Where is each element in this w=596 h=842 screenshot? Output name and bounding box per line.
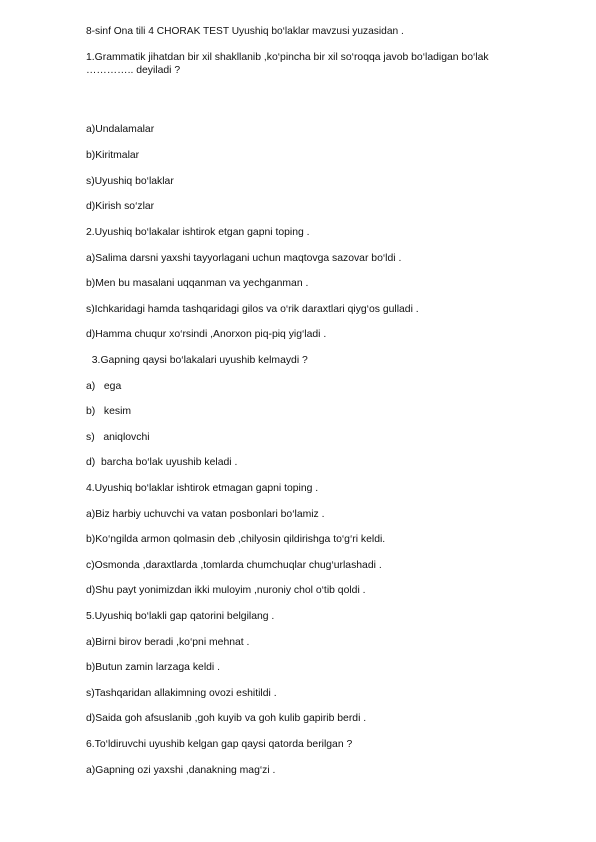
question-2-option-a: a)Salima darsni yaxshi tayyorlagani uchun maqtovga sazovar bo‘ldi . [86, 253, 402, 264]
question-5-option-b: b)Butun zamin larzaga keldi . [86, 662, 220, 673]
question-3-option-s: s) aniqlovchi [86, 432, 150, 443]
question-1-option-b: b)Kiritmalar [86, 150, 140, 161]
question-1-option-s: s)Uyushiq bo‘laklar [86, 176, 174, 187]
question-2-option-b: b)Men bu masalani uqqanman va yechganman . [86, 278, 309, 289]
question-6: 6.To‘ldiruvchi uyushib kelgan gap qaysi qatorda berilgan ? [86, 739, 353, 750]
question-1-option-d: d)Kirish so‘zlar [86, 201, 155, 212]
question-4-option-b: b)Ko‘ngilda armon qolmasin deb ,chilyosin qildirishga to‘g‘ri keldi. [86, 534, 386, 545]
question-4-option-d: d)Shu payt yonimizdan ikki muloyim ,nuroniy chol o‘tib qoldi . [86, 585, 366, 596]
question-3-option-d: d) barcha bo‘lak uyushib keladi . [86, 457, 238, 468]
question-6-option-a: a)Gapning ozi yaxshi ,danakning mag‘zi . [86, 765, 276, 776]
question-1-option-a: a)Undalamalar [86, 124, 155, 135]
question-5-option-s: s)Tashqaridan allakimning ovozi eshitildi . [86, 688, 277, 699]
question-3-option-a: a) ega [86, 381, 122, 392]
question-4: 4.Uyushiq bo‘laklar ishtirok etmagan gapni toping . [86, 483, 319, 494]
document-title: 8-sinf Ona tili 4 CHORAK TEST Uyushiq bo‘laklar mavzusi yuzasidan . [86, 26, 404, 37]
question-5-option-a: a)Birni birov beradi ,ko‘pni mehnat . [86, 637, 250, 648]
question-2-option-s: s)Ichkaridagi hamda tashqaridagi gilos va o‘rik daraxtlari qiyg‘os gulladi . [86, 304, 419, 315]
question-4-option-a: a)Biz harbiy uchuvchi va vatan posbonlari bo‘lamiz . [86, 509, 325, 520]
question-4-option-c: c)Osmonda ,daraxtlarda ,tomlarda chumchuqlar chug‘urlashadi . [86, 560, 382, 571]
question-2-option-d: d)Hamma chuqur xo‘rsindi ,Anorxon piq-piq yig‘ladi . [86, 329, 327, 340]
question-5-option-d: d)Saida goh afsuslanib ,goh kuyib va goh kulib gapirib berdi . [86, 713, 367, 724]
question-3: 3.Gapning qaysi bo‘lakalari uyushib kelmaydi ? [86, 355, 308, 366]
question-3-option-b: b) kesim [86, 406, 132, 417]
question-5: 5.Uyushiq bo‘lakli gap qatorini belgilang . [86, 611, 275, 622]
question-2: 2.Uyushiq bo‘lakalar ishtirok etgan gapni toping . [86, 227, 310, 238]
question-1: 1.Grammatik jihatdan bir xil shakllanib ,ko‘pincha bir xil so‘roqqa javob bo‘ladigan bo‘lak ………….. deyiladi ? [86, 52, 489, 76]
